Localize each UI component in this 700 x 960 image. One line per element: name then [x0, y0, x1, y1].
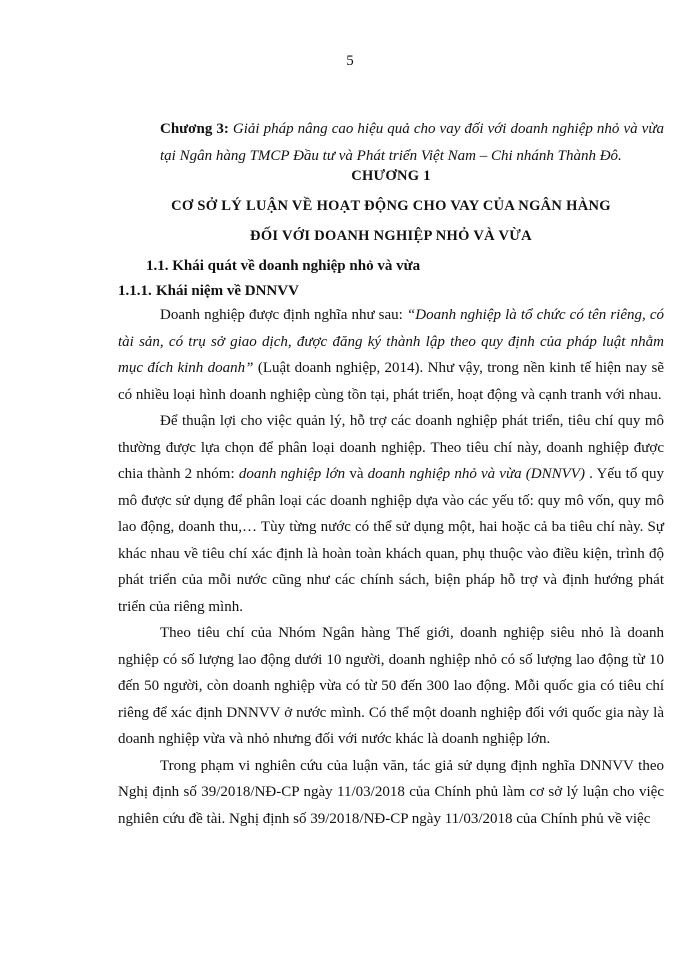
- body-text: [118, 302, 664, 832]
- page-number: 5: [346, 53, 354, 69]
- paragraph-3: Theo tiêu chí của Nhóm Ngân hàng Thế giới, doanh nghiệp siêu nhỏ là doanh nghiệp có số lượng lao động dưới 10 người, doanh nghiệp nhỏ có số lượng lao động từ 10 đến 50 người, còn doanh nghiệp vừa có từ 50 đến 300 lao động. Mỗi quốc gia có tiêu chí riêng để xác định DNNVV ở nước mình. Có thể một doanh nghiệp đối với quốc gia này là doanh nghiệp vừa và nhỏ nhưng đối với nước khác là doanh nghiệp lớn.: [118, 625, 664, 747]
- chapter-3-label: Chương 3:: [160, 121, 229, 137]
- section-number: 1.1.1.: [118, 283, 152, 299]
- chapter-1-title-line-1: CƠ SỞ LÝ LUẬN VỀ HOẠT ĐỘNG CHO VAY CỦA NGÂN HÀNG: [171, 198, 611, 214]
- chapter-1-heading: CHƯƠNG 1: [351, 168, 431, 184]
- section-1-1-1-heading: [118, 283, 299, 300]
- section-title: Khái niệm về DNNVV: [156, 283, 299, 299]
- chapter-3-title: Giải pháp nâng cao hiệu quả cho vay đối với doanh nghiệp nhỏ và vừa tại Ngân hàng TMCP Đầu tư và Phát triển Việt Nam – Chi nhánh Thành Đô.: [160, 121, 664, 164]
- section-1-1-heading: 1.1. Khái quát về doanh nghiệp nhỏ và vừa: [146, 258, 421, 274]
- chapter-1-title-line-2: ĐỐI VỚI DOANH NGHIỆP NHỎ VÀ VỪA: [250, 228, 532, 244]
- paragraph-1: Doanh nghiệp được định nghĩa như sau: “Doanh nghiệp là tổ chức có tên riêng, có tài sản, có trụ sở giao dịch, được đăng ký thành lập theo quy định của pháp luật nhằm mục đích kinh doanh” (Luật doanh nghiệp, 2014). Như vậy, trong nền kinh tế hiện nay sẽ có nhiều loại hình doanh nghiệp cùng tồn tại, phát triển, hoạt động và cạnh tranh với nhau.: [118, 307, 665, 403]
- paragraph-4: Trong phạm vi nghiên cứu của luận văn, tác giả sử dụng định nghĩa DNNVV theo Nghị định số 39/2018/NĐ-CP ngày 11/03/2018 của Chính phủ làm cơ sở lý luận cho việc nghiên cứu đề tài. Nghị định số 39/2018/NĐ-CP ngày 11/03/2018 của Chính phủ về việc: [118, 757, 664, 827]
- chapter-3-entry: [118, 116, 664, 170]
- paragraph-2: Để thuận lợi cho việc quản lý, hỗ trợ các doanh nghiệp phát triển, tiêu chí quy mô thường được lựa chọn để phân loại doanh nghiệp. Theo tiêu chí này, doanh nghiệp được chia thành 2 nhóm: doanh nghiệp lớn và doanh nghiệp nhỏ và vừa (DNNVV) . Yếu tố quy mô được sử dụng để phân loại các doanh nghiệp dựa vào các yếu tố: quy mô vốn, quy mô lao động, doanh thu,… Tùy từng nước có thể sử dụng một, hai hoặc cả ba tiêu chí này. Sự khác nhau về tiêu chí xác định là hoàn toàn khách quan, phụ thuộc vào điều kiện, trình độ phát triển của mỗi nước cũng như các chính sách, biện pháp hỗ trợ và định hướng phát triển của riêng mình.: [118, 413, 664, 615]
